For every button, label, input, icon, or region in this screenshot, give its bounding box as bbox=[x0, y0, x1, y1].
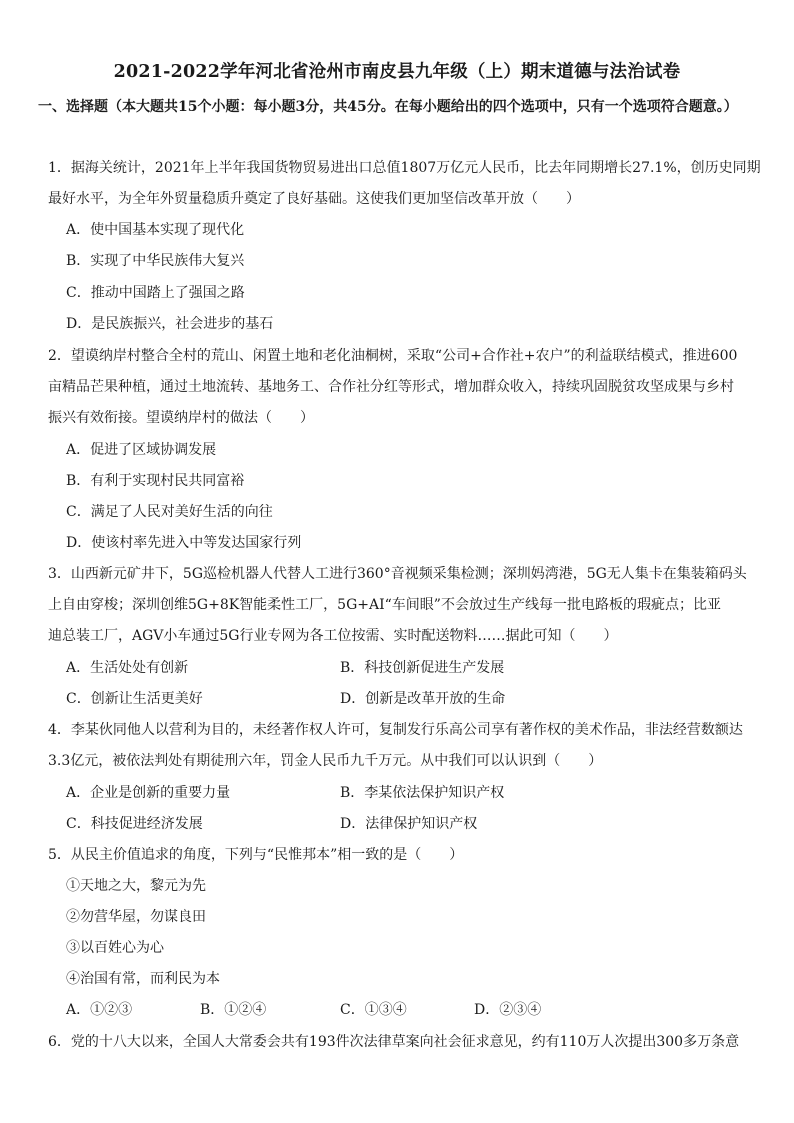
question-6-line-1: 6．党的十八大以来，全国人大常委会共有193件次法律草案向社会征求意见，约有110万人次提出300多万条意 bbox=[48, 1034, 740, 1050]
question-1-option-b: B．实现了中华民族伟大复兴 bbox=[66, 253, 245, 269]
question-3-line-3: 迪总装工厂，AGV小车通过5G行业专网为各工位按需、实时配送物料……据此可知（ ） bbox=[48, 628, 618, 644]
question-2-option-c: C．满足了人民对美好生活的向往 bbox=[66, 504, 273, 520]
question-3-option-a: A．生活处处有创新 bbox=[66, 660, 189, 676]
question-4-option-a: A．企业是创新的重要力量 bbox=[66, 785, 231, 801]
question-5-option-a: A．①②③ bbox=[66, 1002, 133, 1018]
question-5-statement-4: ④治国有常，而利民为本 bbox=[66, 971, 220, 987]
question-4-option-b: B．李某依法保护知识产权 bbox=[340, 785, 505, 801]
exam-title: 2021-2022学年河北省沧州市南皮县九年级（上）期末道德与法治试卷 bbox=[113, 62, 681, 82]
question-5-statement-2: ②勿营华屋，勿谋良田 bbox=[66, 909, 206, 925]
question-4-option-d: D．法律保护知识产权 bbox=[340, 816, 478, 832]
question-1-line-2: 最好水平，为全年外贸量稳质升奠定了良好基础。这使我们更加坚信改革开放（ ） bbox=[48, 191, 580, 207]
question-3-option-c: C．创新让生活更美好 bbox=[66, 691, 203, 707]
question-5-statement-1: ①天地之大，黎元为先 bbox=[66, 878, 206, 894]
question-5-option-d: D．②③④ bbox=[474, 1002, 542, 1018]
question-3-line-2: 上自由穿梭；深圳创维5G+8K智能柔性工厂，5G+AI“车间眼”不会放过生产线每一批电路板的瑕疵点；比亚 bbox=[48, 597, 721, 613]
question-1-option-d: D．是民族振兴，社会进步的基石 bbox=[66, 316, 274, 332]
section-heading: 一、选择题（本大题共15个小题：每小题3分，共45分。在每小题给出的四个选项中，只有一个选项符合题意。） bbox=[38, 99, 738, 115]
question-5-option-c: C．①③④ bbox=[340, 1002, 407, 1018]
question-3-option-d: D．创新是改革开放的生命 bbox=[340, 691, 506, 707]
question-2-option-b: B．有利于实现村民共同富裕 bbox=[66, 473, 245, 489]
question-2-option-a: A．促进了区域协调发展 bbox=[66, 442, 217, 458]
question-3-line-1: 3．山西新元矿井下，5G巡检机器人代替人工进行360°音视频采集检测；深圳妈湾港，5G无人集卡在集装箱码头 bbox=[48, 566, 747, 582]
question-4-option-c: C．科技促进经济发展 bbox=[66, 816, 203, 832]
question-3-option-b: B．科技创新促进生产发展 bbox=[340, 660, 505, 676]
question-4-line-2: 3.3亿元，被依法判处有期徒刑六年，罚金人民币九千万元。从中我们可以认识到（ ） bbox=[48, 753, 603, 769]
question-2-line-3: 振兴有效衔接。望谟纳岸村的做法（ ） bbox=[48, 410, 314, 426]
question-1-option-c: C．推动中国踏上了强国之路 bbox=[66, 285, 245, 301]
question-2-option-d: D．使该村率先进入中等发达国家行列 bbox=[66, 535, 302, 551]
question-5-statement-3: ③以百姓心为心 bbox=[66, 940, 164, 956]
question-2-line-1: 2．望谟纳岸村整合全村的荒山、闲置土地和老化油桐树，采取“公司+合作社+农户”的利益联结模式，推进600 bbox=[48, 348, 738, 364]
question-1-line-1: 1．据海关统计，2021年上半年我国货物贸易进出口总值1807万亿元人民币，比去年同期增长27.1%，创历史同期 bbox=[48, 160, 761, 176]
question-5-option-b: B．①②④ bbox=[200, 1002, 267, 1018]
question-5-line-1: 5．从民主价值追求的角度，下列与“民惟邦本”相一致的是（ ） bbox=[48, 847, 464, 863]
question-2-line-2: 亩精品芒果种植，通过土地流转、基地务工、合作社分红等形式，增加群众收入，持续巩固脱贫攻坚成果与乡村 bbox=[48, 379, 734, 395]
question-4-line-1: 4．李某伙同他人以营利为目的，未经著作权人许可，复制发行乐高公司享有著作权的美术作品，非法经营数额达 bbox=[48, 722, 743, 738]
question-1-option-a: A．使中国基本实现了现代化 bbox=[66, 222, 245, 238]
